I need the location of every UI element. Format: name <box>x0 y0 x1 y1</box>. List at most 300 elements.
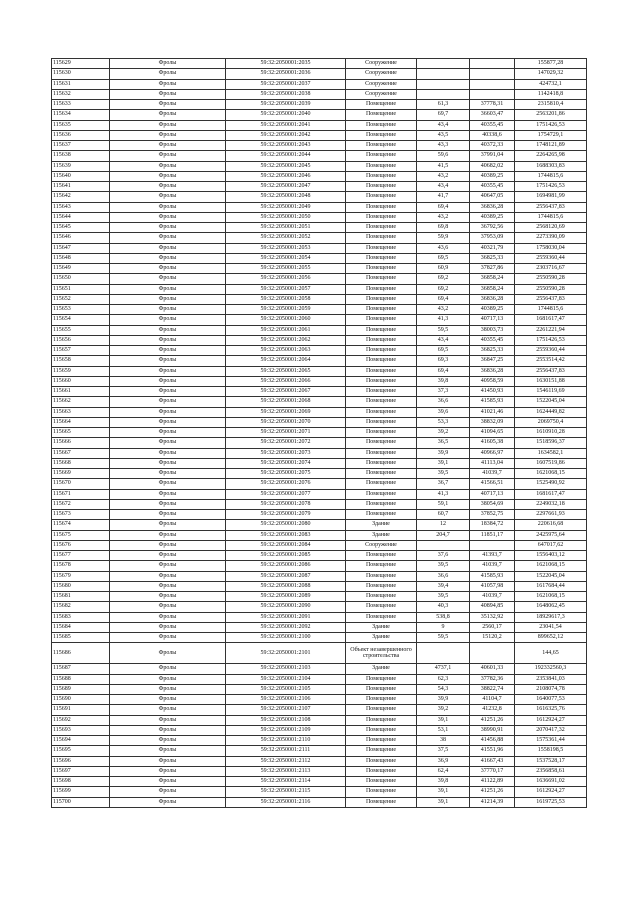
object-type-cell: Помещение <box>346 212 417 222</box>
specific-value-cell: 40717,13 <box>470 489 515 499</box>
area-cell: 60,7 <box>417 510 470 520</box>
cadastral-number-cell: 59:32:2050001:2071 <box>226 428 346 438</box>
area-cell: 69,4 <box>417 366 470 376</box>
row-number-cell: 115638 <box>52 151 110 161</box>
specific-value-cell: 41667,43 <box>470 756 515 766</box>
specific-value-cell: 36847,25 <box>470 356 515 366</box>
area-cell: 39,6 <box>417 407 470 417</box>
table-row <box>52 438 587 448</box>
cadastral-value-cell: 1751426,53 <box>515 120 587 130</box>
row-number-cell: 115670 <box>52 479 110 489</box>
area-cell: 59,6 <box>417 151 470 161</box>
locality-cell: Фролы <box>110 643 226 664</box>
area-cell: 37,6 <box>417 551 470 561</box>
table-row <box>52 510 587 520</box>
area-cell: 41,7 <box>417 192 470 202</box>
area-cell: 43,5 <box>417 130 470 140</box>
cadastral-number-cell: 59:32:2050001:2056 <box>226 274 346 284</box>
table-row <box>52 397 587 407</box>
table-row <box>52 59 587 69</box>
locality-cell: Фролы <box>110 356 226 366</box>
table-row <box>52 571 587 581</box>
locality-cell: Фролы <box>110 284 226 294</box>
table-row <box>52 366 587 376</box>
locality-cell: Фролы <box>110 120 226 130</box>
specific-value-cell: 40355,45 <box>470 335 515 345</box>
cadastral-value-cell: 2568120,69 <box>515 223 587 233</box>
specific-value-cell: 40355,45 <box>470 120 515 130</box>
row-number-cell: 115651 <box>52 284 110 294</box>
specific-value-cell: 40682,02 <box>470 161 515 171</box>
area-cell: 204,7 <box>417 530 470 540</box>
cadastral-number-cell: 59:32:2050001:2061 <box>226 325 346 335</box>
area-cell: 69,2 <box>417 284 470 294</box>
locality-cell: Фролы <box>110 161 226 171</box>
cadastral-value-cell: 1681617,47 <box>515 489 587 499</box>
row-number-cell: 115648 <box>52 253 110 263</box>
specific-value-cell: 37953,09 <box>470 233 515 243</box>
cadastral-value-cell: 1694981,99 <box>515 192 587 202</box>
locality-cell: Фролы <box>110 510 226 520</box>
row-number-cell: 115640 <box>52 171 110 181</box>
table-row <box>52 325 587 335</box>
area-cell: 43,4 <box>417 335 470 345</box>
area-cell: 36,6 <box>417 397 470 407</box>
object-type-cell: Помещение <box>346 674 417 684</box>
locality-cell: Фролы <box>110 489 226 499</box>
specific-value-cell: 37852,75 <box>470 510 515 520</box>
table-row <box>52 120 587 130</box>
cadastral-value-cell: 1546119,69 <box>515 387 587 397</box>
specific-value-cell <box>470 643 515 664</box>
object-type-cell: Помещение <box>346 571 417 581</box>
row-number-cell: 115677 <box>52 551 110 561</box>
cadastral-number-cell: 59:32:2050001:2040 <box>226 110 346 120</box>
specific-value-cell: 18384,72 <box>470 520 515 530</box>
object-type-cell: Помещение <box>346 695 417 705</box>
cadastral-number-cell: 59:32:2050001:2078 <box>226 499 346 509</box>
cadastral-value-cell: 192332560,3 <box>515 664 587 674</box>
specific-value-cell: 41251,26 <box>470 787 515 797</box>
cadastral-value-cell: 2563201,86 <box>515 110 587 120</box>
area-cell: 53,3 <box>417 417 470 427</box>
cadastral-value-cell: 1640077,53 <box>515 695 587 705</box>
table-row <box>52 664 587 674</box>
specific-value-cell: 41232,8 <box>470 705 515 715</box>
cadastral-value-cell: 1624449,82 <box>515 407 587 417</box>
row-number-cell: 115669 <box>52 469 110 479</box>
area-cell: 69,5 <box>417 346 470 356</box>
row-number-cell: 115665 <box>52 428 110 438</box>
cadastral-number-cell: 59:32:2050001:2083 <box>226 530 346 540</box>
object-type-cell: Помещение <box>346 253 417 263</box>
cadastral-number-cell: 59:32:2050001:2074 <box>226 458 346 468</box>
cadastral-number-cell: 59:32:2050001:2108 <box>226 715 346 725</box>
specific-value-cell: 36792,56 <box>470 223 515 233</box>
area-cell: 39,5 <box>417 469 470 479</box>
locality-cell: Фролы <box>110 705 226 715</box>
locality-cell: Фролы <box>110 387 226 397</box>
row-number-cell: 115656 <box>52 335 110 345</box>
table-row <box>52 69 587 79</box>
row-number-cell: 115661 <box>52 387 110 397</box>
specific-value-cell <box>470 89 515 99</box>
cadastral-number-cell: 59:32:2050001:2075 <box>226 469 346 479</box>
row-number-cell: 115636 <box>52 130 110 140</box>
row-number-cell: 115689 <box>52 684 110 694</box>
row-number-cell: 115647 <box>52 243 110 253</box>
row-number-cell: 115684 <box>52 622 110 632</box>
cadastral-number-cell: 59:32:2050001:2109 <box>226 725 346 735</box>
object-type-cell: Помещение <box>346 202 417 212</box>
area-cell: 39,1 <box>417 787 470 797</box>
locality-cell: Фролы <box>110 223 226 233</box>
locality-cell: Фролы <box>110 315 226 325</box>
object-type-cell: Помещение <box>346 787 417 797</box>
specific-value-cell: 40966,97 <box>470 448 515 458</box>
row-number-cell: 115667 <box>52 448 110 458</box>
area-cell: 41,3 <box>417 315 470 325</box>
cadastral-number-cell: 59:32:2050001:2115 <box>226 787 346 797</box>
specific-value-cell: 38990,91 <box>470 725 515 735</box>
row-number-cell: 115632 <box>52 89 110 99</box>
cadastral-number-cell: 59:32:2050001:2114 <box>226 777 346 787</box>
locality-cell: Фролы <box>110 766 226 776</box>
object-type-cell: Сооружение <box>346 540 417 550</box>
cadastral-number-cell: 59:32:2050001:2084 <box>226 540 346 550</box>
area-cell: 69,7 <box>417 110 470 120</box>
cadastral-value-cell: 1681617,47 <box>515 315 587 325</box>
specific-value-cell: 36858,24 <box>470 284 515 294</box>
locality-cell: Фролы <box>110 684 226 694</box>
area-cell: 36,9 <box>417 756 470 766</box>
locality-cell: Фролы <box>110 346 226 356</box>
specific-value-cell: 37991,04 <box>470 151 515 161</box>
area-cell: 41,3 <box>417 489 470 499</box>
specific-value-cell: 36836,28 <box>470 294 515 304</box>
object-type-cell: Помещение <box>346 141 417 151</box>
cadastral-value-cell: 1648062,45 <box>515 602 587 612</box>
cadastral-number-cell: 59:32:2050001:2090 <box>226 602 346 612</box>
cadastral-number-cell: 59:32:2050001:2079 <box>226 510 346 520</box>
row-number-cell: 115659 <box>52 366 110 376</box>
cadastral-number-cell: 59:32:2050001:2059 <box>226 305 346 315</box>
area-cell: 43,4 <box>417 120 470 130</box>
object-type-cell: Помещение <box>346 315 417 325</box>
cadastral-value-cell: 2556437,83 <box>515 202 587 212</box>
cadastral-value-cell: 144,65 <box>515 643 587 664</box>
table-row <box>52 294 587 304</box>
object-type-cell: Помещение <box>346 725 417 735</box>
area-cell <box>417 59 470 69</box>
area-cell: 36,7 <box>417 479 470 489</box>
locality-cell: Фролы <box>110 243 226 253</box>
specific-value-cell: 35132,92 <box>470 612 515 622</box>
cadastral-value-cell: 1142418,8 <box>515 89 587 99</box>
cadastral-number-cell: 59:32:2050001:2116 <box>226 797 346 807</box>
table-row <box>52 746 587 756</box>
specific-value-cell: 41039,7 <box>470 561 515 571</box>
table-row <box>52 428 587 438</box>
cadastral-value-cell: 1518596,37 <box>515 438 587 448</box>
specific-value-cell: 40389,25 <box>470 171 515 181</box>
specific-value-cell: 40389,25 <box>470 212 515 222</box>
table-row <box>52 592 587 602</box>
table-row <box>52 223 587 233</box>
specific-value-cell: 36825,33 <box>470 253 515 263</box>
cadastral-number-cell: 59:32:2050001:2106 <box>226 695 346 705</box>
locality-cell: Фролы <box>110 366 226 376</box>
specific-value-cell <box>470 79 515 89</box>
table-row <box>52 417 587 427</box>
locality-cell: Фролы <box>110 233 226 243</box>
locality-cell: Фролы <box>110 633 226 643</box>
cadastral-number-cell: 59:32:2050001:2076 <box>226 479 346 489</box>
table-row <box>52 684 587 694</box>
specific-value-cell <box>470 69 515 79</box>
cadastral-value-cell: 1558198,5 <box>515 746 587 756</box>
cadastral-value-cell: 1612924,27 <box>515 787 587 797</box>
table-row <box>52 274 587 284</box>
cadastral-number-cell: 59:32:2050001:2035 <box>226 59 346 69</box>
area-cell: 43,6 <box>417 243 470 253</box>
area-cell: 53,1 <box>417 725 470 735</box>
area-cell: 43,3 <box>417 141 470 151</box>
table-row <box>52 633 587 643</box>
locality-cell: Фролы <box>110 612 226 622</box>
specific-value-cell: 36836,28 <box>470 202 515 212</box>
cadastral-number-cell: 59:32:2050001:2044 <box>226 151 346 161</box>
object-type-cell: Помещение <box>346 612 417 622</box>
cadastral-number-cell: 59:32:2050001:2077 <box>226 489 346 499</box>
area-cell: 59,5 <box>417 325 470 335</box>
area-cell: 69,8 <box>417 223 470 233</box>
area-cell <box>417 540 470 550</box>
locality-cell: Фролы <box>110 736 226 746</box>
locality-cell: Фролы <box>110 520 226 530</box>
table-row <box>52 202 587 212</box>
cadastral-number-cell: 59:32:2050001:2063 <box>226 346 346 356</box>
cadastral-value-cell: 1616325,76 <box>515 705 587 715</box>
object-type-cell: Помещение <box>346 366 417 376</box>
table-row <box>52 89 587 99</box>
area-cell: 43,4 <box>417 182 470 192</box>
locality-cell: Фролы <box>110 79 226 89</box>
table-row <box>52 581 587 591</box>
area-cell: 69,3 <box>417 356 470 366</box>
area-cell: 62,3 <box>417 674 470 684</box>
object-type-cell: Помещение <box>346 264 417 274</box>
object-type-cell: Сооружение <box>346 69 417 79</box>
specific-value-cell: 41122,89 <box>470 777 515 787</box>
row-number-cell: 115660 <box>52 376 110 386</box>
specific-value-cell: 36603,47 <box>470 110 515 120</box>
row-number-cell: 115663 <box>52 407 110 417</box>
cadastral-value-cell: 1634582,1 <box>515 448 587 458</box>
cadastral-value-cell: 2297661,93 <box>515 510 587 520</box>
locality-cell: Фролы <box>110 458 226 468</box>
locality-cell: Фролы <box>110 674 226 684</box>
cadastral-value-cell: 2559360,44 <box>515 253 587 263</box>
table-row <box>52 315 587 325</box>
row-number-cell: 115634 <box>52 110 110 120</box>
area-cell: 54,3 <box>417 684 470 694</box>
row-number-cell: 115631 <box>52 79 110 89</box>
object-type-cell: Сооружение <box>346 89 417 99</box>
area-cell: 69,5 <box>417 253 470 263</box>
table-row <box>52 356 587 366</box>
locality-cell: Фролы <box>110 417 226 427</box>
table-row <box>52 253 587 263</box>
locality-cell: Фролы <box>110 110 226 120</box>
table-row <box>52 777 587 787</box>
cadastral-number-cell: 59:32:2050001:2064 <box>226 356 346 366</box>
row-number-cell: 115693 <box>52 725 110 735</box>
table-row <box>52 674 587 684</box>
cadastral-value-cell: 1636691,02 <box>515 777 587 787</box>
cadastral-number-cell: 59:32:2050001:2039 <box>226 100 346 110</box>
area-cell: 39,9 <box>417 448 470 458</box>
table-row <box>52 458 587 468</box>
locality-cell: Фролы <box>110 274 226 284</box>
cadastral-number-cell: 59:32:2050001:2058 <box>226 294 346 304</box>
object-type-cell: Помещение <box>346 100 417 110</box>
area-cell: 39,9 <box>417 695 470 705</box>
table-row <box>52 715 587 725</box>
row-number-cell: 115672 <box>52 499 110 509</box>
locality-cell: Фролы <box>110 428 226 438</box>
cadastral-value-cell: 1522045,04 <box>515 571 587 581</box>
table-row <box>52 130 587 140</box>
cadastral-number-cell: 59:32:2050001:2070 <box>226 417 346 427</box>
row-number-cell: 115629 <box>52 59 110 69</box>
specific-value-cell: 36858,24 <box>470 274 515 284</box>
locality-cell: Фролы <box>110 171 226 181</box>
locality-cell: Фролы <box>110 335 226 345</box>
row-number-cell: 115683 <box>52 612 110 622</box>
locality-cell: Фролы <box>110 202 226 212</box>
cadastral-number-cell: 59:32:2050001:2104 <box>226 674 346 684</box>
object-type-cell: Помещение <box>346 592 417 602</box>
locality-cell: Фролы <box>110 376 226 386</box>
object-type-cell: Здание <box>346 622 417 632</box>
locality-cell: Фролы <box>110 397 226 407</box>
locality-cell: Фролы <box>110 499 226 509</box>
locality-cell: Фролы <box>110 294 226 304</box>
cadastral-value-cell: 424732,1 <box>515 79 587 89</box>
row-number-cell: 115696 <box>52 756 110 766</box>
row-number-cell: 115698 <box>52 777 110 787</box>
table-row <box>52 602 587 612</box>
cadastral-value-cell: 1617684,44 <box>515 581 587 591</box>
cadastral-number-cell: 59:32:2050001:2085 <box>226 551 346 561</box>
locality-cell: Фролы <box>110 664 226 674</box>
object-type-cell: Помещение <box>346 335 417 345</box>
object-type-cell: Помещение <box>346 182 417 192</box>
cadastral-number-cell: 59:32:2050001:2041 <box>226 120 346 130</box>
cadastral-number-cell: 59:32:2050001:2110 <box>226 736 346 746</box>
object-type-cell: Помещение <box>346 581 417 591</box>
row-number-cell: 115690 <box>52 695 110 705</box>
specific-value-cell: 36836,28 <box>470 366 515 376</box>
locality-cell: Фролы <box>110 725 226 735</box>
locality-cell: Фролы <box>110 192 226 202</box>
area-cell <box>417 69 470 79</box>
object-type-cell: Помещение <box>346 510 417 520</box>
cadastral-value-cell: 1619725,53 <box>515 797 587 807</box>
cadastral-number-cell: 59:32:2050001:2111 <box>226 746 346 756</box>
cadastral-value-cell: 2070417,32 <box>515 725 587 735</box>
object-type-cell: Помещение <box>346 151 417 161</box>
row-number-cell: 115668 <box>52 458 110 468</box>
cadastral-value-cell: 1525490,92 <box>515 479 587 489</box>
cadastral-value-cell: 2550590,28 <box>515 274 587 284</box>
table-row <box>52 305 587 315</box>
area-cell: 43,2 <box>417 212 470 222</box>
cadastral-number-cell: 59:32:2050001:2091 <box>226 612 346 622</box>
locality-cell: Фролы <box>110 253 226 263</box>
cadastral-number-cell: 59:32:2050001:2073 <box>226 448 346 458</box>
table-row <box>52 540 587 550</box>
table-row <box>52 479 587 489</box>
object-type-cell: Помещение <box>346 223 417 233</box>
cadastral-value-cell: 2556437,83 <box>515 366 587 376</box>
row-number-cell: 115658 <box>52 356 110 366</box>
row-number-cell: 115700 <box>52 797 110 807</box>
area-cell: 37,5 <box>417 746 470 756</box>
locality-cell: Фролы <box>110 69 226 79</box>
area-cell: 39,4 <box>417 581 470 591</box>
cadastral-value-cell: 1621068,15 <box>515 592 587 602</box>
cadastral-value-cell: 1556403,12 <box>515 551 587 561</box>
area-cell: 37,3 <box>417 387 470 397</box>
cadastral-value-cell: 1758030,04 <box>515 243 587 253</box>
locality-cell: Фролы <box>110 540 226 550</box>
area-cell: 60,9 <box>417 264 470 274</box>
cadastral-number-cell: 59:32:2050001:2051 <box>226 223 346 233</box>
locality-cell: Фролы <box>110 777 226 787</box>
cadastral-value-cell: 1754729,1 <box>515 130 587 140</box>
cadastral-number-cell: 59:32:2050001:2105 <box>226 684 346 694</box>
specific-value-cell: 36825,33 <box>470 346 515 356</box>
cadastral-value-cell: 23041,54 <box>515 622 587 632</box>
locality-cell: Фролы <box>110 695 226 705</box>
object-type-cell: Помещение <box>346 797 417 807</box>
cadastral-value-cell: 1630151,88 <box>515 376 587 386</box>
table-row <box>52 766 587 776</box>
locality-cell: Фролы <box>110 325 226 335</box>
row-number-cell: 115699 <box>52 787 110 797</box>
table-row <box>52 520 587 530</box>
row-number-cell: 115688 <box>52 674 110 684</box>
area-cell: 39,1 <box>417 458 470 468</box>
row-number-cell: 115676 <box>52 540 110 550</box>
object-type-cell: Помещение <box>346 766 417 776</box>
table-row <box>52 725 587 735</box>
table-row <box>52 736 587 746</box>
cadastral-value-cell: 1744815,6 <box>515 171 587 181</box>
cadastral-number-cell: 59:32:2050001:2037 <box>226 79 346 89</box>
cadastral-number-cell: 59:32:2050001:2042 <box>226 130 346 140</box>
cadastral-value-cell: 155877,28 <box>515 59 587 69</box>
table-row <box>52 79 587 89</box>
locality-cell: Фролы <box>110 100 226 110</box>
cadastral-value-cell: 1751426,53 <box>515 335 587 345</box>
row-number-cell: 115681 <box>52 592 110 602</box>
cadastral-number-cell: 59:32:2050001:2067 <box>226 387 346 397</box>
object-type-cell: Помещение <box>346 294 417 304</box>
table-row <box>52 161 587 171</box>
